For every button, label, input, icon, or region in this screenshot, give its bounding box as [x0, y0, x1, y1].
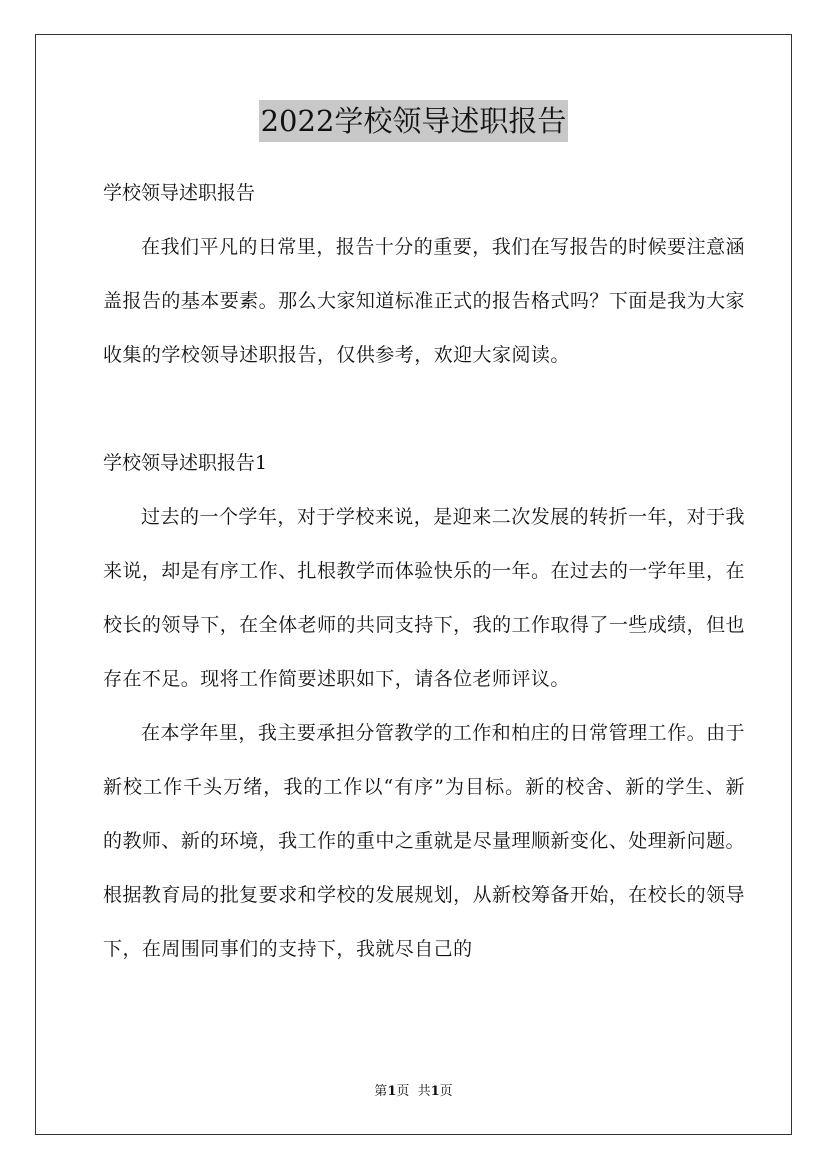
section-heading: 学校领导述职报告1	[103, 452, 268, 474]
page-current-number: 1	[387, 1084, 397, 1099]
body-paragraph-2: 在本学年里，我主要承担分管教学的工作和柏庄的日常管理工作。由于新校工作千头万绪，我的工作以“有序”为目标。新的校舍、新的学生、新的教师、新的环境，我工作的重中之重就是尽量理顺新变化、处理新问题。根据教育局的批复要求和学校的发展规划，从新校筹备开始，在校长的领导下，在周围同事们的支持下，我就尽自己的	[103, 722, 745, 960]
body-paragraph-1: 过去的一个学年，对于学校来说，是迎来二次发展的转折一年，对于我来说，却是有序工作、扎根教学而体验快乐的一年。在过去的一学年里，在校长的领导下，在全体老师的共同支持下，我的工作取得了一些成绩，但也存在不足。现将工作简要述职如下，请各位老师评议。	[103, 506, 745, 690]
page-prefix: 第	[374, 1084, 388, 1099]
page-mid: 页 共	[396, 1084, 431, 1099]
intro-paragraph: 在我们平凡的日常里，报告十分的重要，我们在写报告的时候要注意涵盖报告的基本要素。那么大家知道标准正式的报告格式吗？下面是我为大家收集的学校领导述职报告，仅供参考，欢迎大家阅读。	[103, 236, 745, 366]
intro-heading: 学校领导述职报告	[103, 182, 256, 204]
page-suffix: 页	[439, 1084, 453, 1099]
page-total-number: 1	[430, 1084, 440, 1099]
page-footer	[0, 1083, 827, 1101]
section-spacer	[103, 382, 745, 436]
document-title-wrapper	[0, 100, 827, 142]
document-title: 2022学校领导述职报告	[259, 100, 569, 142]
document-body	[103, 166, 745, 976]
